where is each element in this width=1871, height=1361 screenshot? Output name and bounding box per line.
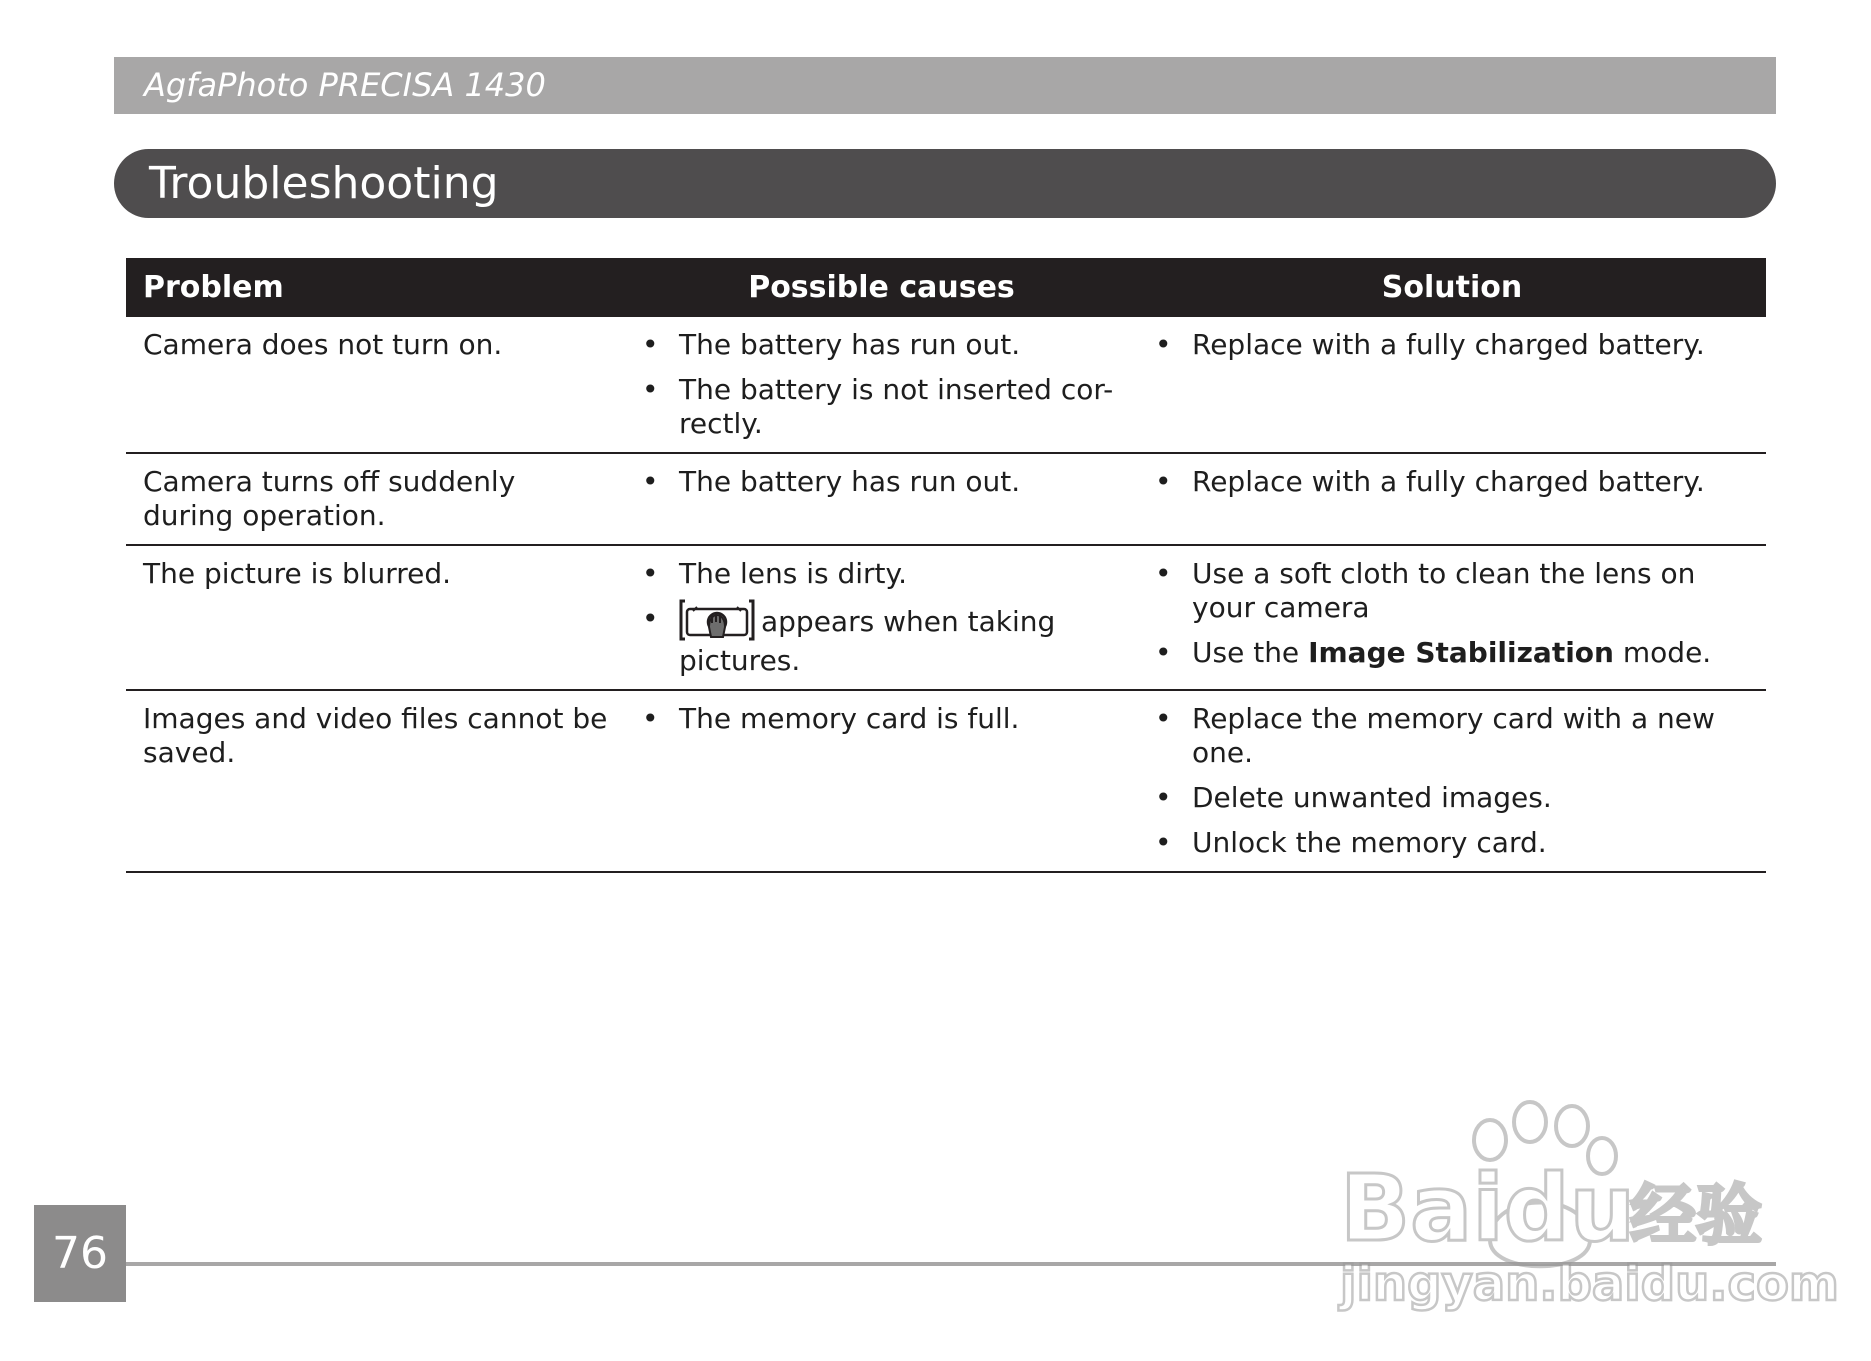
- causes-cell: [625, 317, 1138, 453]
- cause-text: appears when taking pictures.: [679, 605, 1056, 677]
- solutions-list: [1155, 702, 1749, 860]
- solution-item: [1155, 636, 1749, 670]
- cause-item: • The battery is not inserted cor-rectly.: [642, 373, 1121, 441]
- header-problem: Problem: [126, 258, 625, 317]
- solution-item: • Delete unwanted images.: [1155, 781, 1749, 815]
- problem-cell: Camera does not turn on.: [126, 317, 625, 453]
- solutions-list: [1155, 557, 1749, 670]
- solutions-list: [1155, 328, 1749, 362]
- solution-item: • Replace with a fully charged battery.: [1155, 465, 1749, 499]
- watermark-url: jingyan.baidu.com: [1340, 1256, 1839, 1312]
- solutions-cell: [1138, 453, 1766, 545]
- solution-item: • Replace with a fully charged battery.: [1155, 328, 1749, 362]
- problem-cell: The picture is blurred.: [126, 545, 625, 690]
- solution-text-after: mode.: [1622, 636, 1712, 669]
- table-row: [126, 545, 1766, 690]
- solutions-cell: [1138, 545, 1766, 690]
- section-bar: [114, 149, 1776, 218]
- solutions-cell: [1138, 690, 1766, 872]
- causes-list: [642, 557, 1121, 678]
- page-number: 76: [52, 1228, 108, 1279]
- causes-cell: [625, 690, 1138, 872]
- troubleshooting-table: [126, 258, 1766, 873]
- solution-item: • Use a soft cloth to clean the lens on your camera: [1155, 557, 1749, 625]
- problem-cell: Images and video files cannot be saved.: [126, 690, 625, 872]
- header-band: [114, 57, 1776, 114]
- table-header-row: [126, 258, 1766, 317]
- page-number-box: [34, 1205, 126, 1302]
- problem-cell: Camera turns off suddenly during operation.: [126, 453, 625, 545]
- causes-list: [642, 328, 1121, 441]
- section-title: Troubleshooting: [149, 158, 499, 209]
- causes-list: [642, 465, 1121, 499]
- product-name: AgfaPhoto PRECISA 1430: [144, 66, 546, 104]
- cause-item-with-icon: [642, 602, 1121, 678]
- solution-item: • Replace the memory card with a new one.: [1155, 702, 1749, 770]
- solution-text-before: Use the: [1192, 636, 1300, 669]
- header-possible-causes: Possible causes: [625, 258, 1138, 317]
- watermark-brand: Baidu: [1340, 1155, 1636, 1262]
- causes-cell: [625, 453, 1138, 545]
- baidu-watermark: [1340, 1090, 1839, 1312]
- watermark-brand-suffix: 经验: [1630, 1177, 1762, 1254]
- solutions-list: [1155, 465, 1749, 499]
- solutions-cell: [1138, 317, 1766, 453]
- header-solution: Solution: [1138, 258, 1766, 317]
- table-row: [126, 453, 1766, 545]
- image-stabilization-term: Image Stabilization: [1308, 636, 1614, 669]
- causes-list: [642, 702, 1121, 736]
- cause-item: • The lens is dirty.: [642, 557, 1121, 591]
- cause-item: • The battery has run out.: [642, 465, 1121, 499]
- cause-item: • The battery has run out.: [642, 328, 1121, 362]
- causes-cell: [625, 545, 1138, 690]
- cause-item: • The memory card is full.: [642, 702, 1121, 736]
- table-row: [126, 690, 1766, 872]
- table-row: [126, 317, 1766, 453]
- camera-shake-warning-icon: [679, 599, 755, 641]
- solution-item: • Unlock the memory card.: [1155, 826, 1749, 860]
